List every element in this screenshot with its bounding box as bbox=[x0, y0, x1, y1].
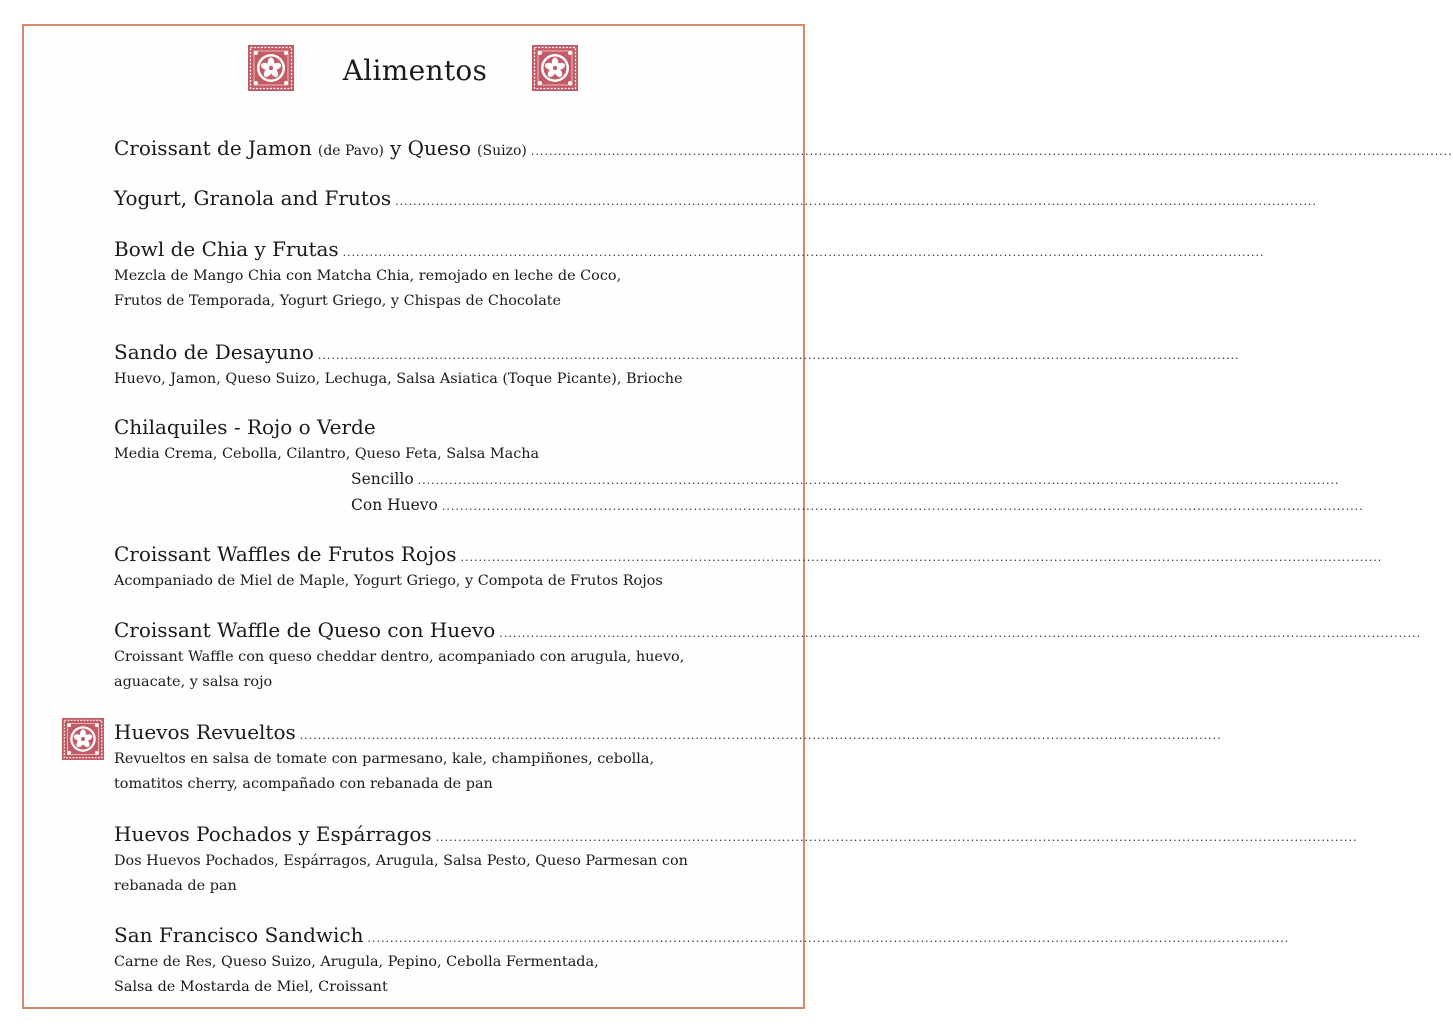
item-name: San Francisco Sandwich bbox=[114, 923, 364, 947]
item-description bbox=[114, 442, 749, 467]
item-name: Yogurt, Granola and Frutos bbox=[114, 186, 392, 210]
option-row bbox=[351, 493, 1364, 519]
item-name: Huevos Revueltos bbox=[114, 720, 296, 744]
leader-dots: ............................................................................................................................................................................................................. bbox=[441, 500, 1364, 513]
option-label: Sencillo bbox=[351, 470, 414, 488]
menu-item bbox=[114, 542, 1383, 594]
menu-item bbox=[114, 136, 1453, 160]
item-note: (de Pavo) bbox=[317, 143, 384, 159]
item-description bbox=[114, 645, 749, 695]
leader-dots: ............................................................................................................................................................................................................. bbox=[499, 627, 1422, 640]
description-line: Mezcla de Mango Chia con Matcha Chia, remojado en leche de Coco, bbox=[114, 268, 622, 284]
item-name: Sando de Desayuno bbox=[114, 340, 314, 364]
description-line: Salsa de Mostarda de Miel, Croissant bbox=[114, 979, 388, 995]
menu-item bbox=[114, 186, 1317, 210]
leader-dots: ............................................................................................................................................................................................................. bbox=[530, 145, 1453, 158]
menu-title: Alimentos bbox=[342, 54, 488, 87]
description-line: Carne de Res, Queso Suizo, Arugula, Pepino, Cebolla Fermentada, bbox=[114, 954, 599, 970]
floral-tile-icon bbox=[62, 718, 104, 760]
description-line: Acompaniado de Miel de Maple, Yogurt Griego, y Compota de Frutos Rojos bbox=[114, 573, 663, 589]
description-line: Dos Huevos Pochados, Espárragos, Arugula, Salsa Pesto, Queso Parmesan con bbox=[114, 853, 688, 869]
leader-dots: ............................................................................................................................................................................................................. bbox=[317, 349, 1240, 362]
item-description bbox=[114, 950, 749, 1000]
description-line: aguacate, y salsa rojo bbox=[114, 674, 273, 690]
leader-dots: ............................................................................................................................................................................................................. bbox=[395, 195, 1317, 208]
item-name: Croissant de Jamon bbox=[114, 136, 312, 160]
item-description bbox=[114, 747, 749, 797]
item-description bbox=[114, 849, 749, 899]
leader-dots: ............................................................................................................................................................................................................. bbox=[367, 932, 1290, 945]
leader-dots: ............................................................................................................................................................................................................. bbox=[299, 729, 1222, 742]
item-description bbox=[114, 367, 749, 392]
menu-item bbox=[114, 618, 1422, 695]
menu-item bbox=[114, 237, 1265, 314]
item-description bbox=[114, 569, 749, 594]
description-line: Frutos de Temporada, Yogurt Griego, y Chispas de Chocolate bbox=[114, 293, 562, 309]
item-name-continued: y Queso bbox=[389, 136, 472, 160]
item-name: Huevos Pochados y Espárragos bbox=[114, 822, 432, 846]
item-name: Croissant Waffle de Queso con Huevo bbox=[114, 618, 496, 642]
menu-item bbox=[114, 822, 1358, 899]
description-line: Croissant Waffle con queso cheddar dentro, acompaniado con arugula, huevo, bbox=[114, 649, 685, 665]
leader-dots: ............................................................................................................................................................................................................. bbox=[342, 246, 1265, 259]
item-name: Chilaquiles - Rojo o Verde bbox=[114, 415, 376, 439]
leader-dots: ............................................................................................................................................................................................................. bbox=[460, 551, 1383, 564]
description-line: tomatitos cherry, acompañado con rebanada de pan bbox=[114, 776, 493, 792]
item-note: (Suizo) bbox=[477, 143, 527, 159]
description-line: Revueltos en salsa de tomate con parmesano, kale, champiñones, cebolla, bbox=[114, 751, 655, 767]
item-name: Bowl de Chia y Frutas bbox=[114, 237, 339, 261]
menu-item bbox=[114, 340, 1240, 392]
menu-item bbox=[114, 720, 1222, 797]
description-line: Media Crema, Cebolla, Cilantro, Queso Feta, Salsa Macha bbox=[114, 446, 540, 462]
item-description bbox=[114, 264, 749, 314]
item-name: Croissant Waffles de Frutos Rojos bbox=[114, 542, 457, 566]
option-row bbox=[351, 467, 1340, 493]
leader-dots: ............................................................................................................................................................................................................. bbox=[435, 831, 1358, 844]
menu-header bbox=[0, 42, 830, 85]
option-label: Con Huevo bbox=[351, 496, 438, 514]
description-line: Huevo, Jamon, Queso Suizo, Lechuga, Salsa Asiatica (Toque Picante), Brioche bbox=[114, 371, 683, 387]
leader-dots: ............................................................................................................................................................................................................. bbox=[417, 474, 1340, 487]
menu-item bbox=[114, 923, 1290, 1000]
description-line: rebanada de pan bbox=[114, 878, 237, 894]
menu-item bbox=[114, 415, 1364, 519]
